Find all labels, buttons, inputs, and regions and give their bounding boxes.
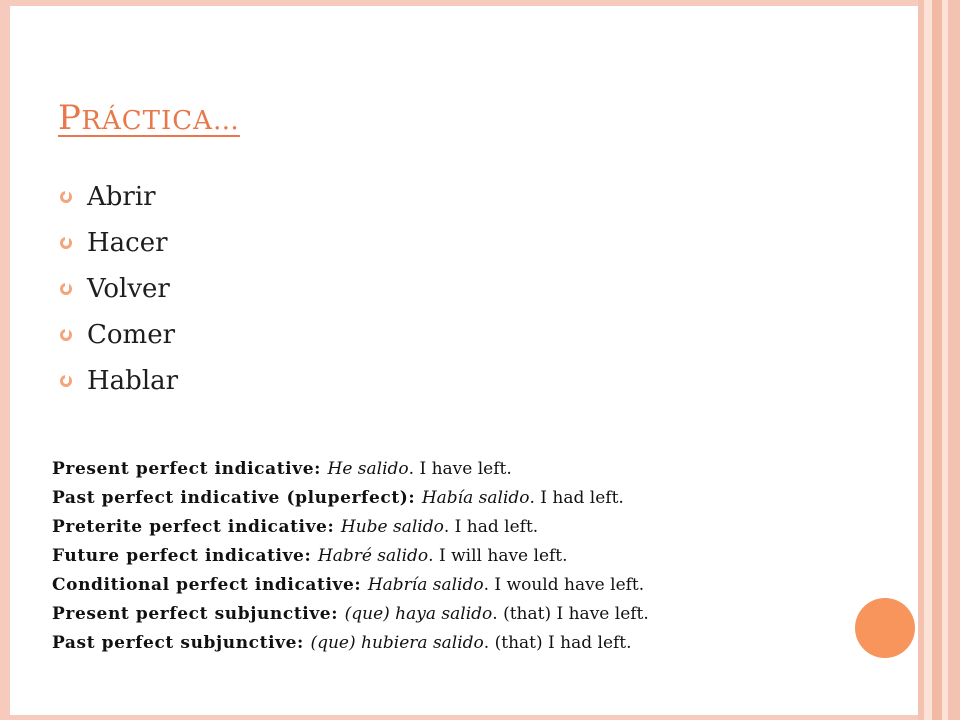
slide-border-left xyxy=(0,0,10,720)
tense-name: Past perfect subjunctive: xyxy=(52,633,311,653)
tense-note xyxy=(52,600,649,629)
list-item xyxy=(60,266,178,312)
bullet-icon xyxy=(60,237,72,249)
tense-name: Preterite perfect indicative: xyxy=(52,517,341,537)
tense-translation: . I have left. xyxy=(408,459,512,479)
tense-translation: . I had left. xyxy=(529,488,624,508)
tense-translation: . I will have left. xyxy=(428,546,568,566)
tense-example: Había salido xyxy=(421,488,530,508)
decorative-stripe xyxy=(948,0,960,720)
verb-label: Hacer xyxy=(87,228,168,258)
title-initial: P xyxy=(58,98,82,138)
tense-example: (que) haya salido xyxy=(344,604,493,624)
tense-note xyxy=(52,542,649,571)
tense-name: Present perfect indicative: xyxy=(52,459,328,479)
tense-example: Hube salido xyxy=(340,517,444,537)
tense-note xyxy=(52,513,649,542)
tense-example: Habría salido xyxy=(367,575,484,595)
tense-example: He salido xyxy=(327,459,409,479)
tense-name: Future perfect indicative: xyxy=(52,546,318,566)
title-rest: RÁCTICA… xyxy=(81,106,240,136)
slide-title xyxy=(58,98,240,138)
tense-translation: . (that) I have left. xyxy=(492,604,649,624)
tense-name: Present perfect subjunctive: xyxy=(52,604,345,624)
list-item xyxy=(60,174,178,220)
tense-translation: . I would have left. xyxy=(483,575,645,595)
tense-note xyxy=(52,629,649,658)
list-item xyxy=(60,312,178,358)
bullet-icon xyxy=(60,329,72,341)
decorative-stripe xyxy=(924,0,932,720)
list-item xyxy=(60,358,178,404)
tense-note xyxy=(52,571,649,600)
tense-note xyxy=(52,484,649,513)
decorative-stripe xyxy=(932,0,942,720)
tense-name: Conditional perfect indicative: xyxy=(52,575,368,595)
tense-translation: . I had left. xyxy=(443,517,539,537)
slide-border-bottom xyxy=(0,715,960,720)
tense-note xyxy=(52,455,649,484)
bullet-icon xyxy=(60,283,72,295)
slide-border-top xyxy=(0,0,960,6)
verb-label: Comer xyxy=(87,320,176,350)
bullet-icon xyxy=(60,375,72,387)
verb-label: Hablar xyxy=(87,366,179,396)
tense-example: Habré salido xyxy=(317,546,429,566)
decorative-circle xyxy=(855,598,915,658)
tense-name: Past perfect indicative (pluperfect): xyxy=(52,488,422,508)
verb-list xyxy=(60,174,178,404)
tense-example: (que) hubiera salido xyxy=(310,633,484,653)
tense-notes xyxy=(52,455,649,658)
list-item xyxy=(60,220,178,266)
verb-label: Abrir xyxy=(87,182,156,212)
bullet-icon xyxy=(60,191,72,203)
tense-translation: . (that) I had left. xyxy=(483,633,632,653)
verb-label: Volver xyxy=(87,274,170,304)
